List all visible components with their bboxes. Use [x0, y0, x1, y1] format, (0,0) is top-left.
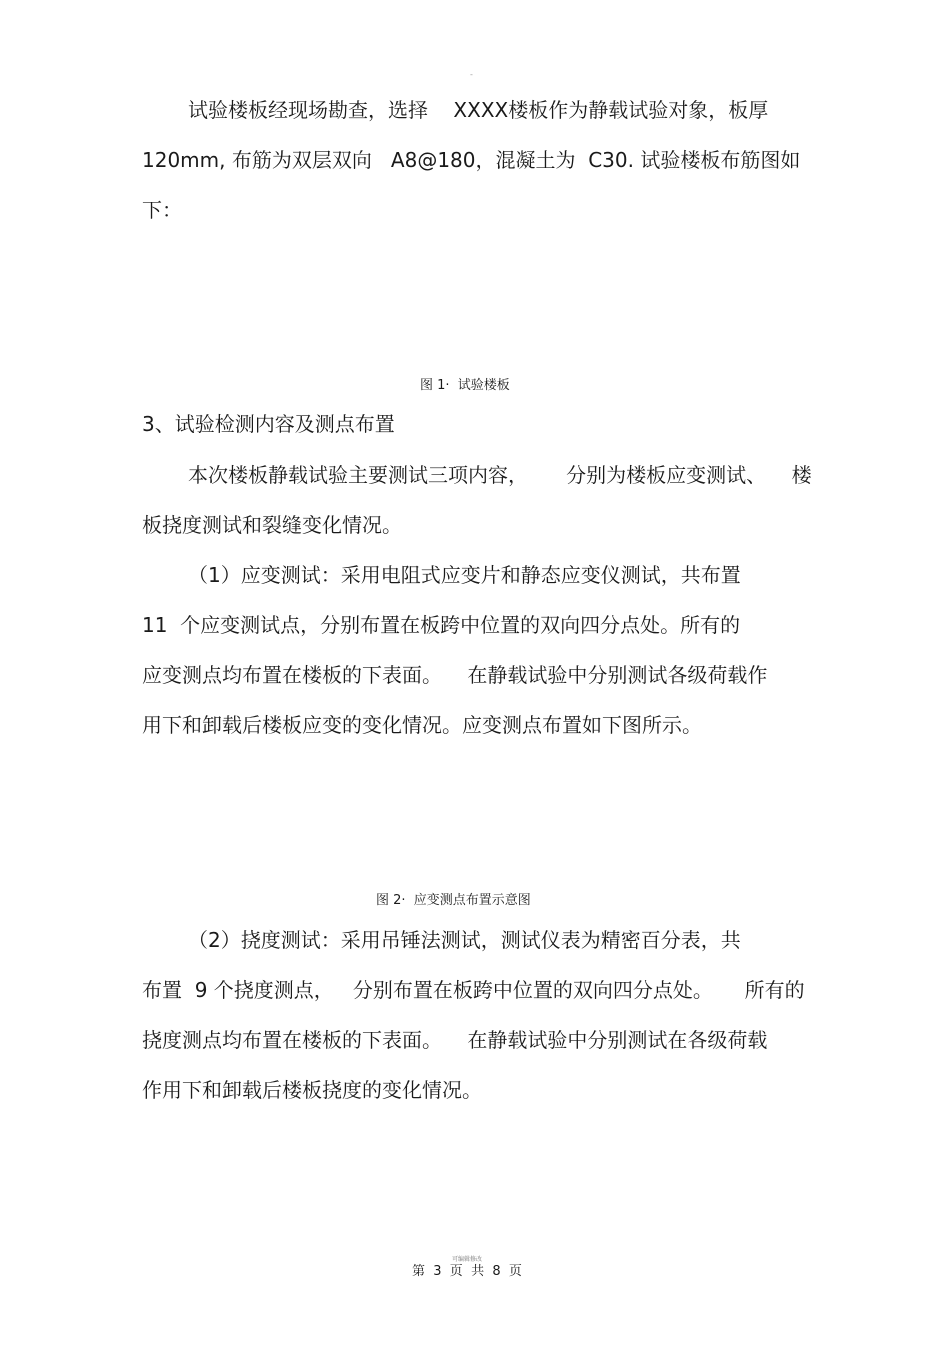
figure1-caption: 图 1· 试验楼板 — [420, 378, 510, 393]
para1-line1: 试验楼板经现场勘查，选择 XXXX楼板作为静载试验对象，板厚 — [188, 98, 769, 122]
para3-line4: 用下和卸载后楼板应变的变化情况。应变测点布置如下图所示。 — [142, 713, 702, 737]
section3-heading: 3、试验检测内容及测点布置 — [142, 412, 395, 436]
para4-line1: （2）挠度测试：采用吊锤法测试，测试仪表为精密百分表，共 — [188, 928, 741, 952]
page-number: 第 3 页 共 8 页 — [412, 1264, 522, 1279]
para3-line1: （1）应变测试：采用电阻式应变片和静态应变仪测试，共布置 — [188, 563, 741, 587]
para2-line1: 本次楼板静载试验主要测试三项内容， 分别为楼板应变测试、 楼 — [188, 463, 812, 487]
para3-line3: 应变测点均布置在楼板的下表面。 在静载试验中分别测试各级荷载作 — [142, 663, 768, 687]
para1-line2: 120mm, 布筋为双层双向 A8@180，混凝土为 C30. 试验楼板布筋图如 — [142, 148, 801, 172]
para4-line4: 作用下和卸载后楼板挠度的变化情况。 — [142, 1078, 482, 1102]
para3-line2: 11 个应变测试点，分别布置在板跨中位置的双向四分点处。所有的 — [142, 613, 741, 637]
top-mark: - — [470, 70, 473, 79]
para4-line3: 挠度测点均布置在楼板的下表面。 在静载试验中分别测试在各级荷载 — [142, 1028, 768, 1052]
para4-line2: 布置 9 个挠度测点， 分别布置在板跨中位置的双向四分点处。 所有的 — [142, 978, 805, 1002]
para2-line2: 板挠度测试和裂缝变化情况。 — [142, 513, 402, 537]
para1-line3: 下： — [142, 198, 182, 222]
figure2-caption: 图 2· 应变测点布置示意图 — [376, 893, 531, 908]
footer-watermark: 可编辑修改 — [452, 1256, 483, 1263]
